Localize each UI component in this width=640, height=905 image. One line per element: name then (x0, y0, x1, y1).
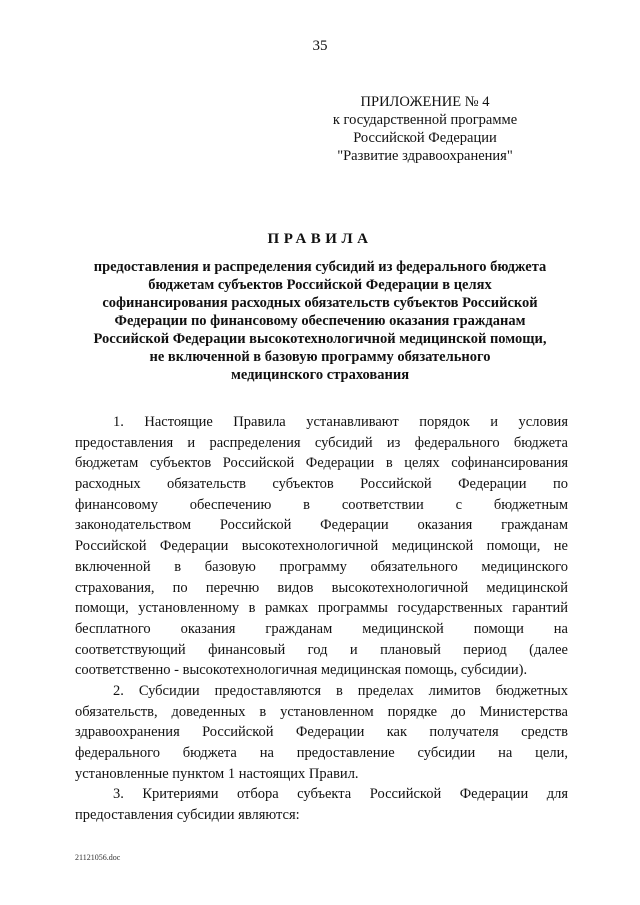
file-name-footer: 21121056.doc (75, 853, 121, 862)
text-line: федерального бюджета на предоставление субсидии на цели, (75, 745, 568, 761)
document-subtitle (70, 258, 570, 384)
text-line: предоставления и распределения субсидий из федерального бюджета (75, 434, 568, 451)
subtitle-line: не включенной в базовую программу обязательного (149, 349, 491, 365)
subtitle-line: медицинского страхования (230, 367, 410, 383)
text-line: бесплатного оказания гражданам медицинской помощи на (75, 620, 568, 637)
text-line: обязательств, доведенных в установленном порядке до Министерства (75, 703, 568, 720)
appendix-line: Российской Федерации (353, 130, 497, 146)
paragraph-2 (75, 681, 568, 784)
text-line: 2. Субсидии предоставляются в пределах лимитов бюджетных (113, 682, 568, 699)
subtitle-line: бюджетам субъектов Российской Федерации в целях (148, 277, 492, 293)
document-title: ПРАВИЛА (267, 231, 373, 247)
subtitle-line: предоставления и распределения субсидий из федерального бюджета (93, 259, 547, 275)
text-line: страхования, по перечню видов высокотехнологичной медицинской (75, 579, 568, 596)
subtitle-line: Федерации по финансовому обеспечению оказания гражданам (114, 313, 526, 329)
appendix-line: "Развитие здравоохранения" (337, 148, 513, 164)
subtitle-line: софинансирования расходных обязательств субъектов Российской (102, 295, 538, 311)
appendix-line: к государственной программе (332, 112, 518, 128)
text-line: Российской Федерации высокотехнологичной медицинской помощи, не (75, 538, 568, 555)
text-line: здравоохранения Российской Федерации как получателя средств (75, 724, 568, 741)
text-line: помощи, установленному в рамках программы государственных гарантий (75, 600, 568, 617)
text-line: законодательством Российской Федерации оказания гражданам (75, 517, 568, 534)
text-line: соответствующий финансовый год и плановый период (далее (75, 641, 568, 658)
paragraph-3 (75, 784, 568, 825)
text-line: финансовому обеспечению в соответствии с бюджетным (75, 496, 568, 513)
page-number: 35 (312, 38, 328, 54)
text-line: предоставления субсидии являются: (75, 807, 300, 824)
subtitle-line: Российской Федерации высокотехнологичной медицинской помощи, (93, 331, 547, 347)
text-line: соответственно - высокотехнологичная медицинская помощь, субсидии). (75, 662, 528, 679)
text-line: расходных обязательств субъектов Российской Федерации по (75, 476, 568, 493)
text-line: 3. Критериями отбора субъекта Российской Федерации для (113, 786, 568, 803)
document-body (75, 412, 568, 826)
appendix-header (300, 93, 550, 165)
text-line: 1. Настоящие Правила устанавливают порядок и условия (113, 414, 568, 430)
text-line: установленные пунктом 1 настоящих Правил. (75, 765, 359, 782)
text-line: бюджетам субъектов Российской Федерации в целях софинансирования (75, 455, 568, 472)
paragraph-1 (75, 412, 568, 681)
text-line: включенной в базовую программу обязательного медицинского (75, 558, 568, 575)
appendix-line: ПРИЛОЖЕНИЕ № 4 (360, 94, 490, 110)
